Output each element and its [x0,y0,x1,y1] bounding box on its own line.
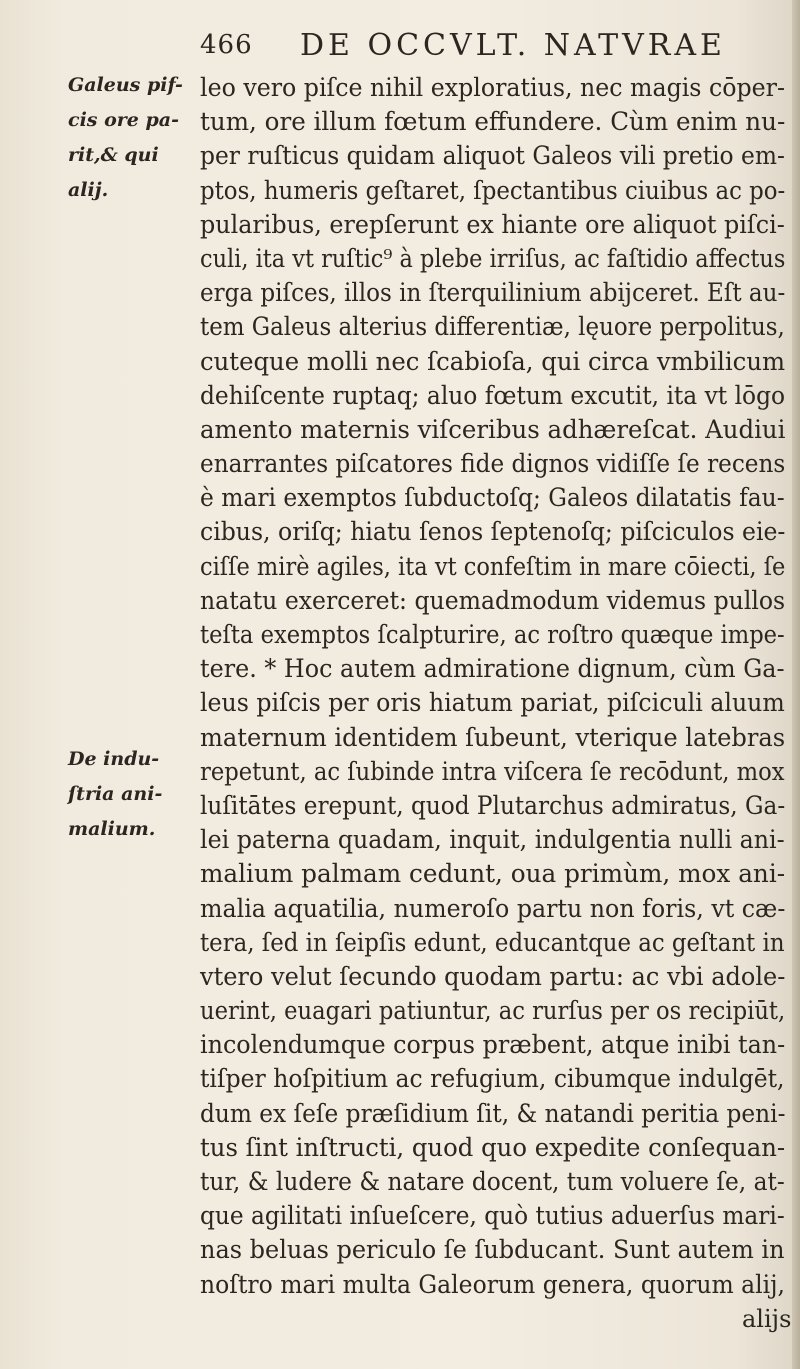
text-line: per ruſticus quidam aliquot Galeos vili pretio em- [200,141,785,171]
text-line: tum, ore illum fœtum effundere. Cùm enim nu- [200,107,786,137]
text-line: tus ſint inſtructi, quod quo expedite conſequan- [200,1132,786,1162]
text-line: ciſſe mirè agiles, ita vt confeſtim in mare cōiecti, ſe [200,551,786,581]
text-line: pularibus, erepſerunt ex hiante ore aliquot piſci- [200,209,785,239]
text-line: teſta exemptos ſcalpturire, ac roſtro quæque impe- [200,620,785,649]
text-line: cuteque molli nec ſcabioſa, qui circa vmbilicum [200,346,786,376]
body-text [200,71,790,1302]
text-line: tem Galeus alterius differentiæ, lęuore perpolitus, [200,312,785,342]
margin-note-line: rit,& qui [68,144,159,166]
text-line: enarrantes piſcatores fide dignos vidiſſe ſe recens [200,449,786,479]
text-line: tere. * Hoc autem admiratione dignum, cùm Ga- [200,654,785,684]
margin-note-industria [68,742,198,847]
text-line: è mari exemptos ſubductoſq; Galeos dilatatis fau- [200,483,785,513]
text-line: cibus, oriſq; hiatu ſenos ſeptenoſq; piſciculos eie- [200,517,786,547]
text-line: tiſper hoſpitium ac refugium, cibumque indulgēt, [200,1064,785,1094]
text-line: luſitātes erepunt, quod Plutarchus admiratus, Ga- [200,790,786,820]
text-line: nas beluas periculo ſe ſubducant. Sunt autem in [200,1235,785,1265]
text-line: dehiſcente ruptaq; aluo fœtum excutit, ita vt lōgo [200,380,786,410]
text-line: noſtro mari multa Galeorum genera, quorum alij, [200,1269,785,1299]
margin-note-line: alij. [68,179,109,201]
text-line: tur, & ludere & natare docent, tum voluere ſe, at- [200,1167,785,1196]
text-line: culi, ita vt ruſtic⁹ à plebe irriſus, ac faſtidio affectus [200,243,786,273]
text-line: malium palmam cedunt, oua primùm, mox ani- [200,859,786,889]
text-line: erga piſces, illos in ſterquilinium abijceret. Eſt au- [200,278,786,308]
margin-note-line: cis ore pa- [68,109,179,131]
text-line: incolendumque corpus præbent, atque inibi tan- [200,1030,786,1060]
text-line: lei paterna quadam, inquit, indulgentia nulli ani- [200,825,785,855]
margin-note-line: ſtria ani- [68,783,163,805]
running-title: DE OCCVLT. NATVRAE [300,28,726,63]
text-line: repetunt, ac ſubinde intra viſcera ſe recōdunt, mox [200,756,785,786]
text-line: leus piſcis per oris hiatum pariat, piſciculi aluum [200,688,785,718]
text-line: vtero velut ſecundo quodam partu: ac vbi adole- [200,961,786,991]
text-line: natatu exerceret: quemadmodum videmus pullos [200,585,786,615]
text-line: malia aquatilia, numeroſo partu non foris, vt cæ- [200,893,786,923]
page-number: 466 [200,30,253,60]
margin-note-line: Galeus pif- [68,74,183,96]
text-line: leo vero piſce nihil exploratius, nec magis cōper- [200,73,785,102]
text-line: que agilitati inſueſcere, quò tutius aduerſus mari- [200,1201,785,1231]
text-line: tera, ſed in ſeipſis edunt, educantque ac geſtant in [200,927,785,957]
margin-note-galeus [68,68,198,208]
text-line: maternum identidem ſubeunt, vterique latebras [200,722,786,752]
margin-note-line: malium. [68,818,156,840]
text-line: amento maternis viſceribus adhæreſcat. Audiui [200,414,786,444]
catchword: alijs [742,1305,792,1333]
page-edge [792,0,800,1369]
text-line: ptos, humeris geſtaret, ſpectantibus ciuibus ac po- [200,175,786,205]
text-line: dum ex ſeſe præſidium ſit, & natandi peritia peni- [200,1098,786,1128]
text-line: uerint, euagari patiuntur, ac rurſus per os recipiūt, [200,996,786,1026]
margin-note-line: De indu- [68,748,160,770]
